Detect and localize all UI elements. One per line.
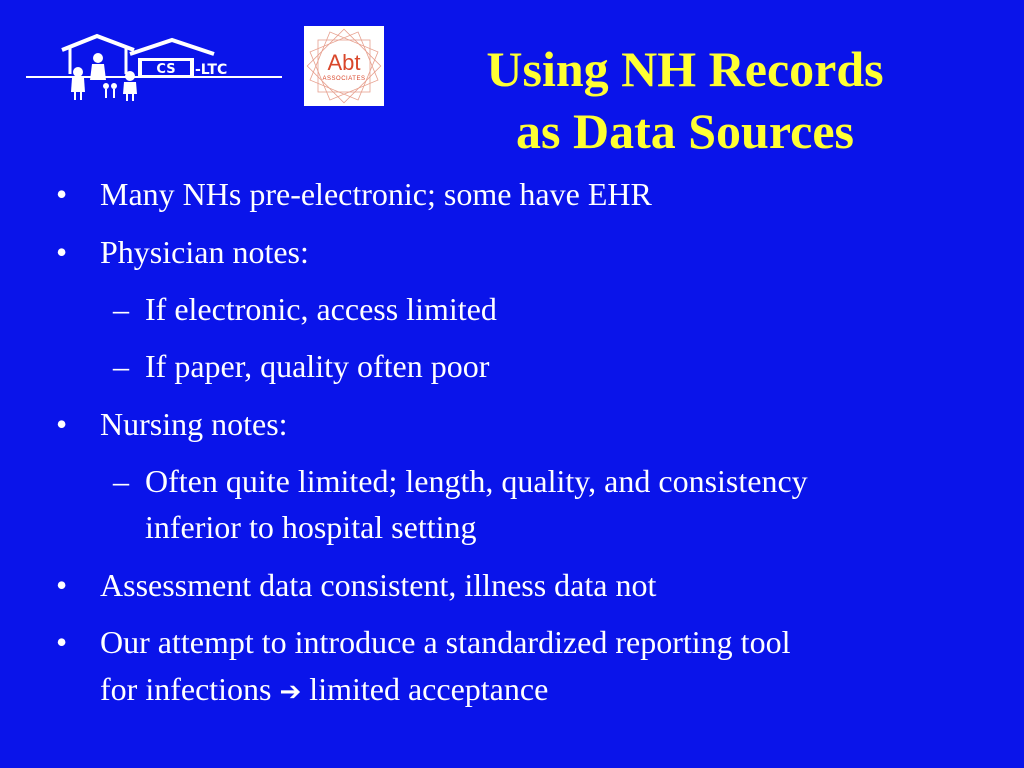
sub-bullet-marker: – (113, 348, 129, 384)
title-line-2: as Data Sources (516, 103, 854, 159)
bullet-marker: • (56, 406, 68, 442)
bullet-marker: • (56, 234, 68, 270)
bullet-text: Assessment data consistent, illness data not (100, 567, 657, 603)
ltc-text: -LTC (195, 62, 228, 78)
bullet-continuation (100, 667, 548, 714)
sub-bullet-text: inferior to hospital setting (145, 509, 477, 545)
abt-logo-text: Abt (327, 50, 361, 75)
sub-bullet-marker: – (113, 291, 129, 327)
bullet-text: Our attempt to introduce a standardized reporting tool (100, 624, 791, 660)
bullet-item (56, 620, 791, 664)
sub-bullet-text: If electronic, access limited (145, 291, 497, 327)
bullet-item (56, 563, 657, 607)
sub-bullet-text: Often quite limited; length, quality, and consistency (145, 463, 808, 499)
bullet-item (56, 230, 309, 274)
bullet-text: Physician notes: (100, 234, 309, 270)
title-line-1: Using NH Records (486, 41, 884, 97)
bullet-text-after-arrow: limited acceptance (309, 671, 549, 707)
cs-text: CS (156, 62, 176, 77)
bullet-text-before-arrow: for infections (100, 671, 272, 707)
sub-bullet-item (113, 287, 497, 331)
bullet-marker: • (56, 567, 68, 603)
bullet-marker: • (56, 176, 68, 212)
sub-bullet-item (113, 459, 808, 503)
sub-bullet-continuation (145, 505, 477, 549)
sub-bullet-text: If paper, quality often poor (145, 348, 490, 384)
sub-bullet-item (113, 344, 490, 388)
abt-logo-subtext: ASSOCIATES (322, 76, 366, 82)
bullet-text: Many NHs pre-electronic; some have EHR (100, 176, 652, 212)
bullet-text: Nursing notes: (100, 406, 288, 442)
bullet-marker: • (56, 624, 68, 660)
bullet-item (56, 402, 288, 446)
bullet-item (56, 172, 652, 216)
right-arrow-icon: ➔ (279, 677, 302, 707)
sub-bullet-marker: – (113, 463, 129, 499)
